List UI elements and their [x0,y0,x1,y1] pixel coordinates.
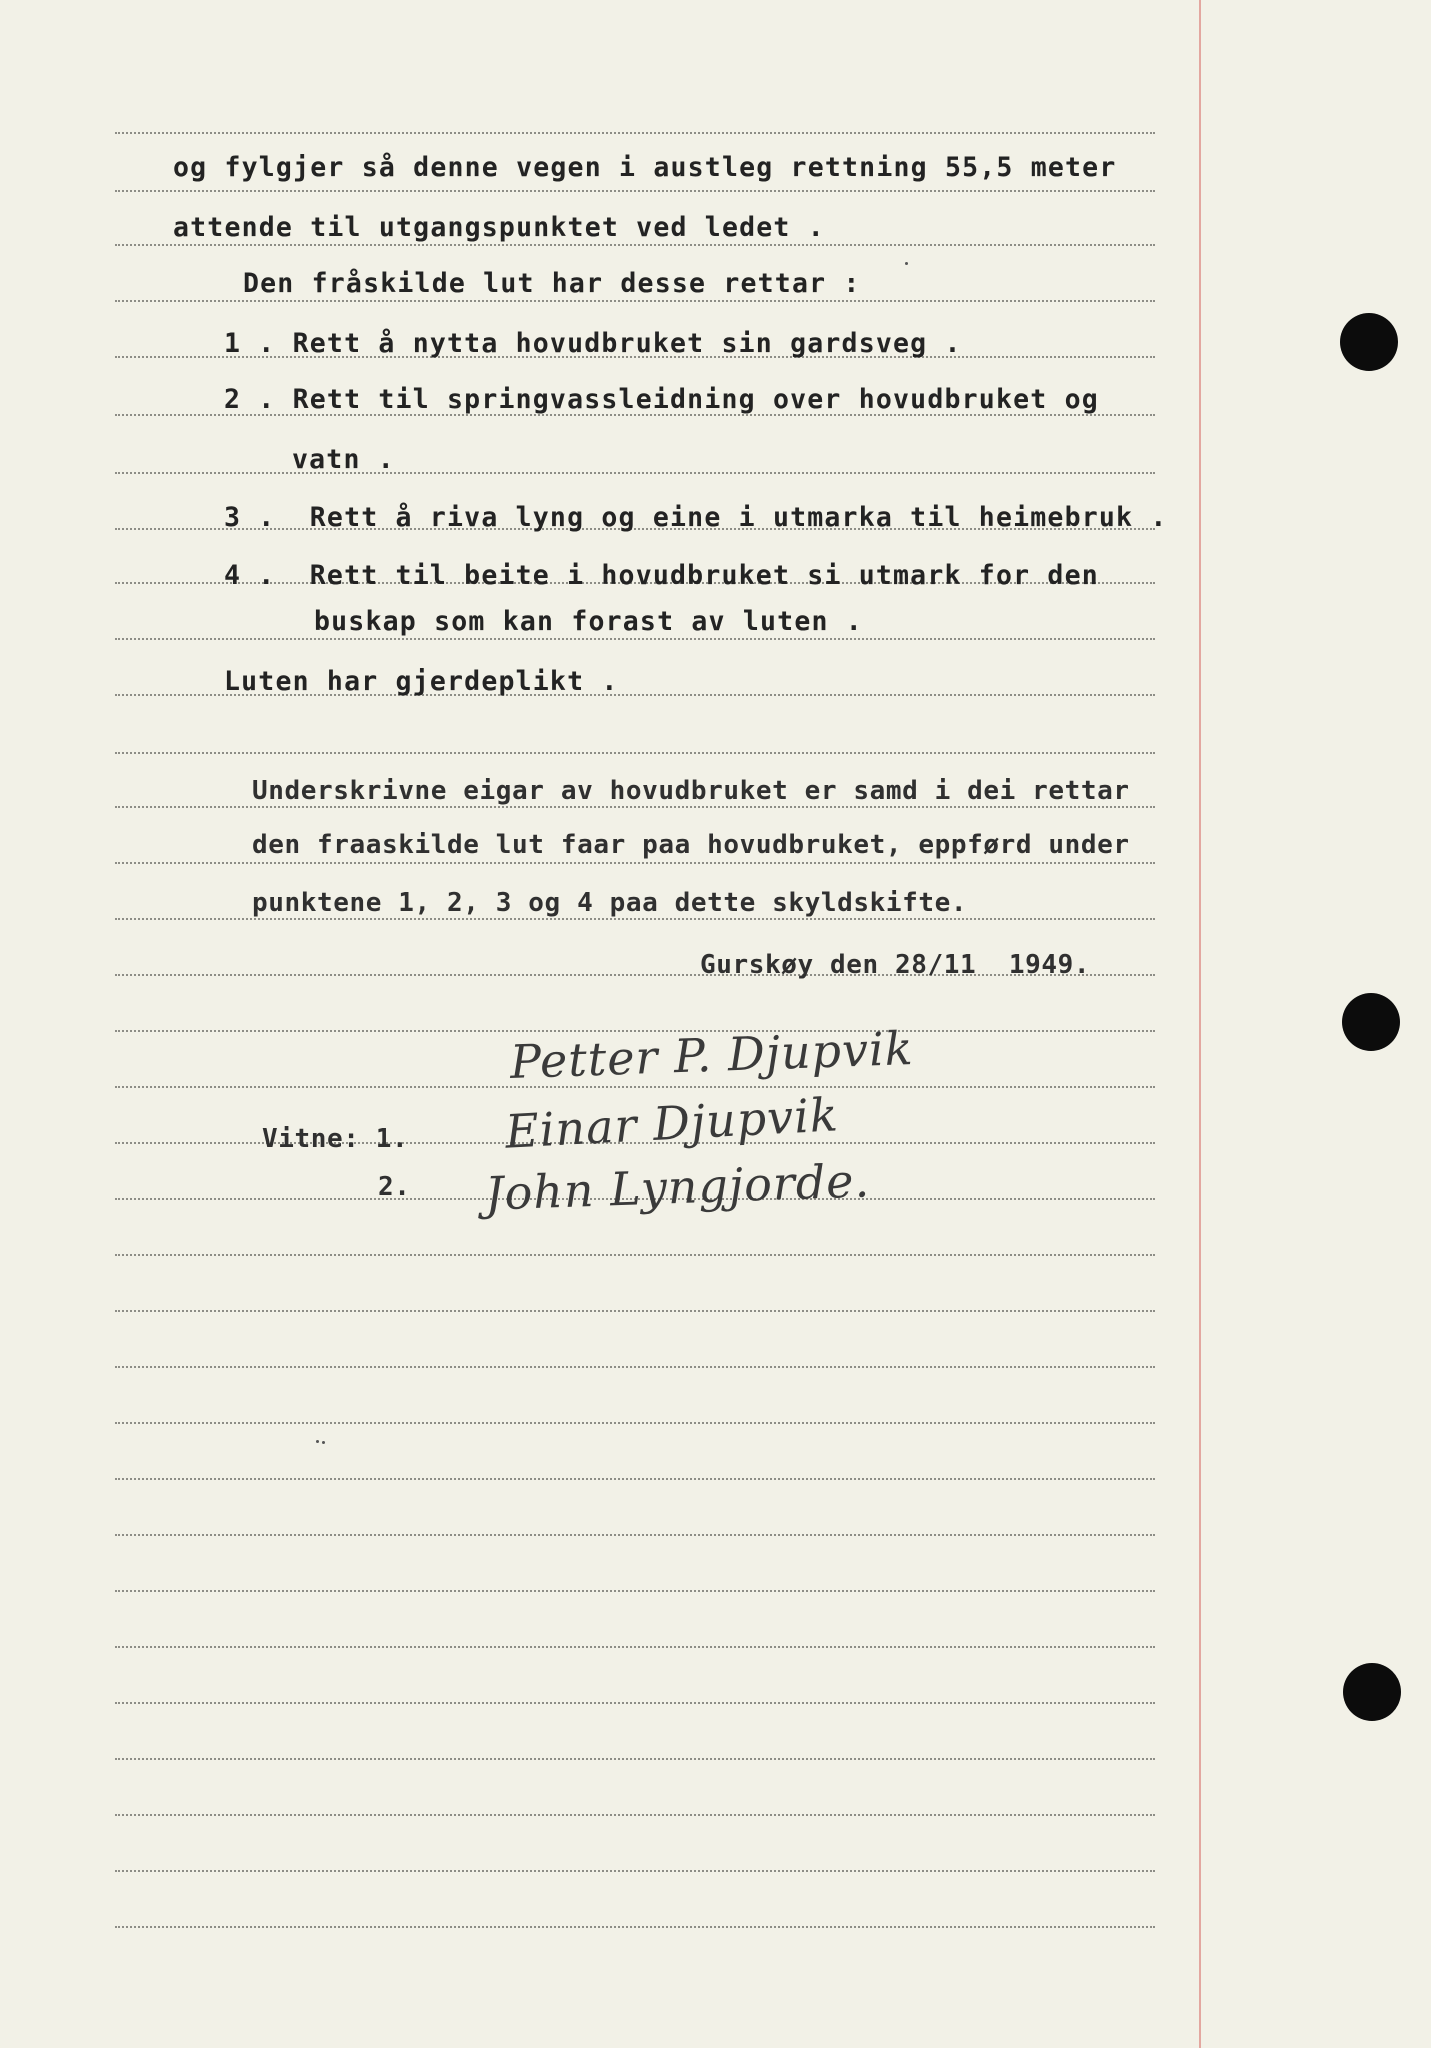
ruled-line [115,1422,1155,1424]
ruled-line [115,1086,1155,1088]
ruled-line [115,1366,1155,1368]
ruled-line [115,472,1155,474]
rights-item-3: 3 . Rett å riva lyng og eine i utmarka til heimebruk . [224,502,1168,533]
ruled-line [115,1870,1155,1872]
ruled-line [115,752,1155,754]
ruled-line [115,1926,1155,1928]
ruled-line [115,1702,1155,1704]
ruled-line [115,1590,1155,1592]
ruled-line [115,1254,1155,1256]
consent-line: den fraaskilde lut faar paa hovudbruket, eppførd under [252,830,1130,860]
rights-item-2: 2 . Rett til springvassleidning over hovudbruket og [224,384,1099,415]
ruled-line [115,1814,1155,1816]
ruled-line [115,918,1155,920]
punch-hole [1342,993,1400,1051]
witness-2-signature: John Lyngjorde. [484,1153,871,1221]
punch-hole [1343,1663,1401,1721]
rights-item-4: 4 . Rett til beite i hovudbruket si utmark for den [224,560,1099,591]
consent-line: Underskrivne eigar av hovudbruket er samd i dei rettar [252,776,1130,806]
place-date: Gurskøy den 28/11 1949. [700,950,1091,980]
witness-label: Vitne: 1. [262,1124,409,1154]
ruled-line [115,1478,1155,1480]
ruled-line [115,132,1155,134]
ruled-line [115,190,1155,192]
ruled-line [115,1646,1155,1648]
consent-line: punktene 1, 2, 3 og 4 paa dette skyldskifte. [252,888,968,918]
witness-number-2: 2. [378,1172,411,1202]
witness-1-signature: Einar Djupvik [503,1087,840,1159]
margin-line [1199,0,1201,2048]
ruled-line [115,300,1155,302]
ruled-line [115,1534,1155,1536]
ruled-line [115,806,1155,808]
rights-item-4-cont: buskap som kan forast av luten . [314,606,863,637]
punch-hole [1340,313,1398,371]
body-line: Luten har gjerdeplikt . [224,666,619,697]
ink-speck [905,262,908,265]
ruled-line [115,638,1155,640]
body-line: og fylgjer så denne vegen i austleg rettning 55,5 meter [173,152,1117,183]
owner-signature: Petter P. Djupvik [509,1020,915,1090]
ruled-line [115,1758,1155,1760]
rights-item-2-cont: vatn . [292,444,395,475]
body-line: Den fråskilde lut har desse rettar : [243,268,861,299]
rights-item-1: 1 . Rett å nytta hovudbruket sin gardsveg . [224,328,962,359]
body-line: attende til utgangspunktet ved ledet . [173,212,825,243]
ink-speck [322,1441,325,1444]
ink-speck [316,1440,319,1443]
ruled-line [115,1310,1155,1312]
ruled-line [115,862,1155,864]
ruled-line [115,244,1155,246]
